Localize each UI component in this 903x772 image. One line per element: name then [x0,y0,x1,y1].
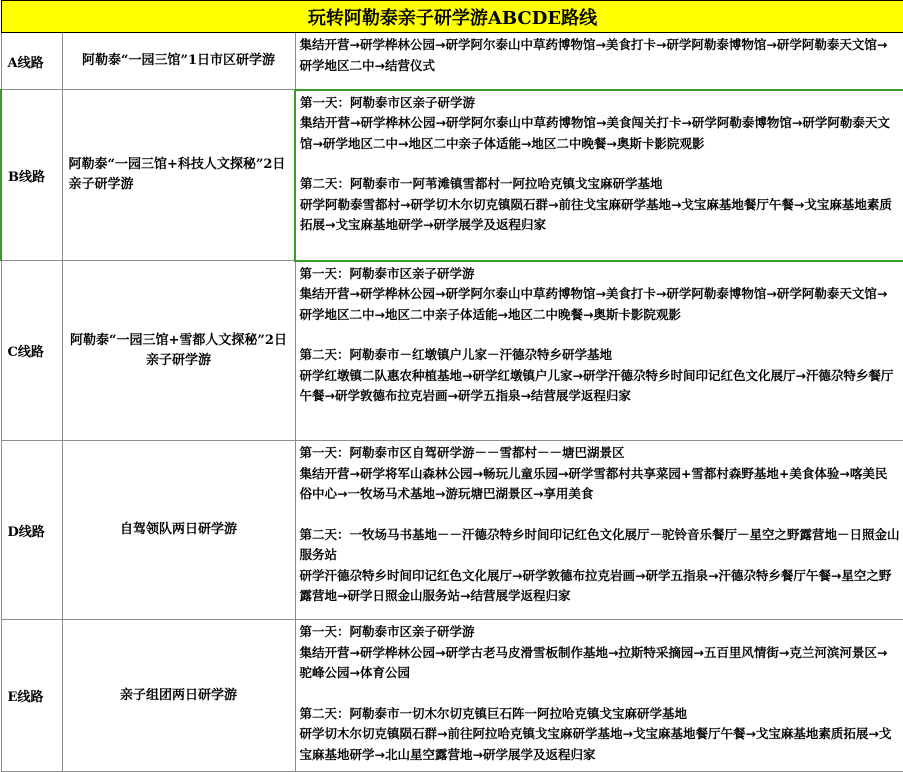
route-detail-d [295,441,903,620]
route-d-day2-body: 研学汗德尕特乡时间印记红色文化展厅→研学敦德布拉克岩画→研学五指泉→汗德尕特乡餐厅午餐→星空之野露营地→研学日照金山服务站→结营展学返程归家 [299,567,892,603]
route-c-day2-body: 研学红墩镇二队惠农种植基地→研学红墩镇户儿家→研学汗德尕特乡时间印记红色文化展厅→汗德尕特乡餐厅午餐→研学敦德布拉克岩画→研学五指泉→结营展学返程归家 [299,367,894,403]
route-name-c: 阿勒泰“一园三馆+雪都人文探秘”2日亲子研学游 [62,261,295,441]
route-b-day2-title: 第二天：阿勒泰市一阿苇滩镇雪都村一阿拉哈克镇戈宝麻研学基地 [300,176,663,191]
route-name-e: 亲子组团两日研学游 [62,620,295,772]
route-row-b [1,90,903,261]
route-row-d [1,441,903,620]
route-b-day2-body: 研学阿勒泰雪都村→研学切木尔切克镇陨石群→前往戈宝麻研学基地→戈宝麻基地餐厅午餐→戈宝麻基地素质拓展→戈宝麻基地研学→研学展学及返程归家 [300,196,892,232]
route-label-b: B线路 [1,90,62,261]
route-name-a: 阿勒泰“一园三馆”1日市区研学游 [62,33,295,90]
route-label-e: E线路 [1,620,62,772]
route-row-a [1,33,903,90]
route-a-itinerary: 集结开营→研学桦林公园→研学阿尔泰山中草药博物馆→美食打卡→研学阿勒泰博物馆→研学阿勒泰天文馆→研学地区二中→结营仪式 [299,37,888,73]
route-label-a: A线路 [1,33,62,90]
route-e-day2-title: 第二天：阿勒泰市一切木尔切克镇巨石阵一阿拉哈克镇戈宝麻研学基地 [299,705,688,721]
route-detail-c [295,261,903,441]
route-name-b: 阿勒泰“一园三馆+科技人文探秘”2日亲子研学游 [62,90,295,261]
page-title: 玩转阿勒泰亲子研学游ABCDE路线 [1,1,903,33]
route-row-e [1,620,903,772]
route-d-day1-body: 集结开营→研学将军山森林公园→畅玩儿童乐园→研学雪都村共享菜园+雪都村森野基地+美食体验→喀美民俗中心→一牧场马术基地→游玩塘巴湖景区→享用美食 [299,465,888,501]
route-e-day1-title: 第一天：阿勒泰市区亲子研学游 [299,624,475,639]
route-c-day2-title: 第二天：阿勒泰市－红墩镇户儿家－汗德尕特乡研学基地 [299,347,613,362]
route-d-day1-title: 第一天：阿勒泰市区自驾研学游－－雪都村－－塘巴湖景区 [299,445,625,460]
route-b-day1-title: 第一天：阿勒泰市区亲子研学游 [300,94,476,110]
route-label-c: C线路 [1,261,62,441]
route-row-c [1,261,903,441]
route-b-day1-body: 集结开营→研学桦林公园→研学阿尔泰山中草药博物馆→美食闯关打卡→研学阿勒泰博物馆→研学阿勒泰天文馆→研学地区二中→地区二中亲子体适能→地区二中晚餐→奥斯卡影院观影 [300,115,890,151]
route-name-d: 自驾领队两日研学游 [62,441,295,620]
route-detail-a [295,33,903,90]
route-detail-b [295,90,903,261]
route-detail-e [295,620,903,772]
route-d-day2-title: 第二天：一牧场马书基地－－汗德尕特乡时间印记红色文化展厅－驼铃音乐餐厅－星空之野露营地－日照金山服务站 [299,526,900,562]
route-c-day1-body: 集结开营→研学桦林公园→研学阿尔泰山中草药博物馆→美食打卡→研学阿勒泰博物馆→研学阿勒泰天文馆→研学地区二中→地区二中亲子体适能→地区二中晚餐→奥斯卡影院观影 [299,286,888,322]
route-e-day1-body: 集结开营→研学桦林公园→研学古老马皮滑雪板制作基地→拉斯特采摘园→五百里风情街→克兰河滨河景区→驼峰公园→体育公园 [299,644,888,680]
route-c-day1-title: 第一天：阿勒泰市区亲子研学游 [299,265,475,281]
route-e-day2-body: 研学切木尔切克镇陨石群→前往阿拉哈克镇戈宝麻研学基地→戈宝麻基地餐厅午餐→戈宝麻基地素质拓展→戈宝麻基地研学→北山星空露营地→研学展学及返程归家 [299,726,892,762]
route-label-d: D线路 [1,441,62,620]
